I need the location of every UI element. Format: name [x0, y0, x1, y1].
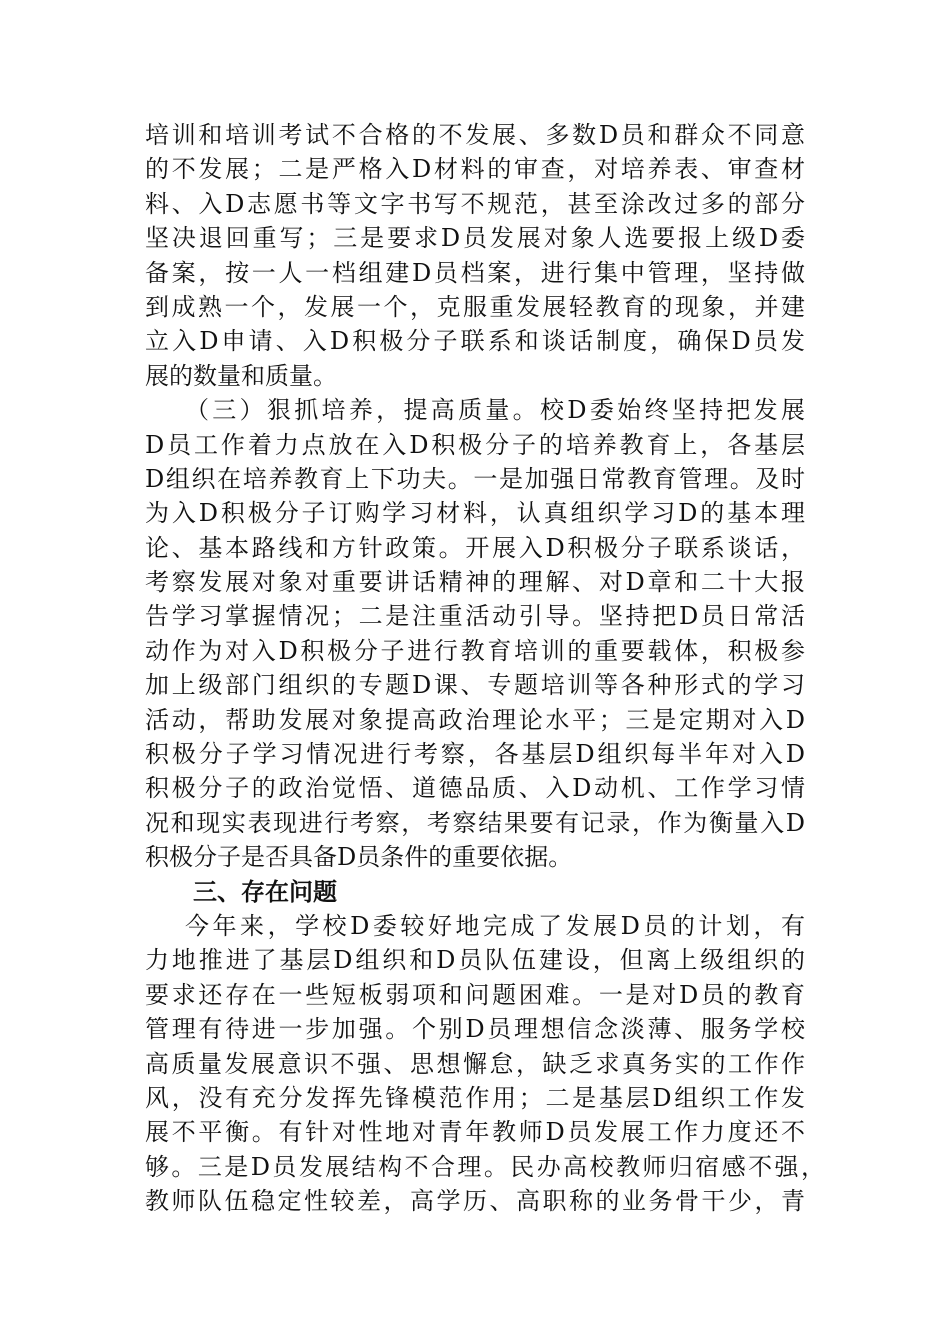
text-line: 坚决退回重写；三是要求D员发展对象人选要报上级D委 [145, 224, 805, 253]
text-line: 的不发展；二是严格入D材料的审查，对培养表、审查材 [145, 155, 805, 184]
text-line: D组织在培养教育上下功夫。一是加强日常教育管理。及时 [145, 464, 805, 493]
text-line: 教师队伍稳定性较差，高学历、高职称的业务骨干少，青 [145, 1187, 805, 1216]
text-line: 活动，帮助发展对象提高政治理论水平；三是定期对入D [145, 705, 805, 734]
text-line: 管理有待进一步加强。个别D员理想信念淡薄、服务学校 [145, 1015, 805, 1044]
text-line: 论、基本路线和方针政策。开展入D积极分子联系谈话， [145, 533, 805, 562]
text-line: 为入D积极分子订购学习材料，认真组织学习D的基本理 [145, 499, 805, 528]
text-line: 备案，按一人一档组建D员档案，进行集中管理，坚持做 [145, 258, 805, 287]
text-line: 况和现实表现进行考察，考察结果要有记录，作为衡量入D [145, 808, 805, 837]
document-body [145, 118, 825, 1219]
text-line: 风，没有充分发挥先锋模范作用；二是基层D组织工作发 [145, 1083, 805, 1112]
paragraph-end-line: 展的数量和质量。 [145, 361, 337, 390]
text-line: 够。三是D员发展结构不合理。民办高校教师归宿感不强， [145, 1152, 825, 1181]
text-line: 料、入D志愿书等文字书写不规范，甚至涂改过多的部分 [145, 189, 805, 218]
text-line: 要求还存在一些短板弱项和问题困难。一是对D员的教育 [145, 980, 805, 1009]
text-line: 展不平衡。有针对性地对青年教师D员发展工作力度还不 [145, 1118, 805, 1147]
text-line: 到成熟一个，发展一个，克服重发展轻教育的现象，并建 [145, 292, 805, 321]
paragraph-end-line: 积极分子是否具备D员条件的重要依据。 [145, 843, 573, 872]
text-line: 动作为对入D积极分子进行教育培训的重要载体，积极参 [145, 636, 805, 665]
text-line: 加上级部门组织的专题D课、专题培训等各种形式的学习 [145, 671, 805, 700]
paragraph-start-line: 今年来，学校D委较好地完成了发展D员的计划，有 [185, 911, 805, 940]
text-line: 积极分子学习情况进行考察，各基层D组织每半年对入D [145, 740, 805, 769]
text-line: 考察发展对象对重要讲话精神的理解、对D章和二十大报 [145, 568, 805, 597]
section-heading: 三、存在问题 [193, 877, 337, 906]
text-line: D员工作着力点放在入D积极分子的培养教育上，各基层 [145, 430, 805, 459]
paragraph-start-line: （三）狠抓培养，提高质量。校D委始终坚持把发展 [185, 396, 805, 425]
text-line: 力地推进了基层D组织和D员队伍建设，但离上级组织的 [145, 946, 805, 975]
text-line: 培训和培训考试不合格的不发展、多数D员和群众不同意 [145, 121, 805, 149]
text-line: 积极分子的政治觉悟、道德品质、入D动机、工作学习情 [145, 774, 805, 803]
text-line: 告学习掌握情况；二是注重活动引导。坚持把D员日常活 [145, 602, 805, 631]
text-line: 高质量发展意识不强、思想懈怠，缺乏求真务实的工作作 [145, 1049, 805, 1078]
text-line: 立入D申请、入D积极分子联系和谈话制度，确保D员发 [145, 327, 805, 356]
